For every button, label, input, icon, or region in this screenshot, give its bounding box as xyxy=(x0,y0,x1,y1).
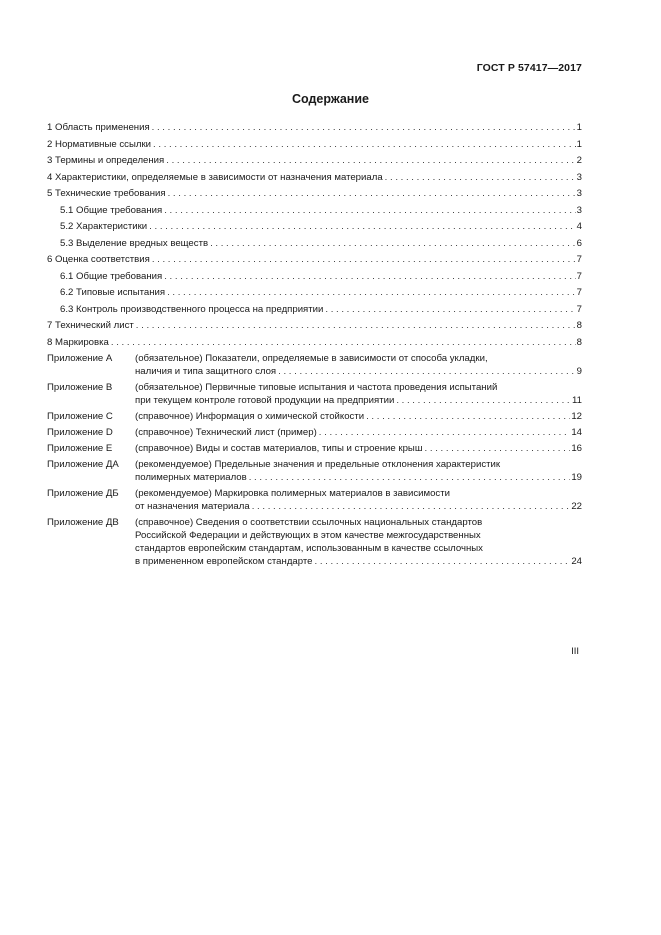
toc-entry-line xyxy=(47,252,582,269)
appendix-entry[interactable] xyxy=(47,487,582,513)
dot-leader xyxy=(249,471,571,484)
dot-leader xyxy=(425,442,571,455)
appendix-entry[interactable] xyxy=(47,410,582,423)
toc-entry-text: Выделение вредных веществ xyxy=(76,237,209,249)
appendix-title-line: (справочное) Сведения о соответствии ссылочных национальных стандартов xyxy=(135,517,483,528)
appendix-label: Приложение C xyxy=(47,411,113,422)
appendix-title-line: (обязательное) Первичные типовые испытания и частота проведения испытаний xyxy=(135,382,498,393)
appendix-page: 22 xyxy=(571,501,582,512)
toc-entry-line xyxy=(47,137,582,154)
appendix-title-line xyxy=(135,555,582,568)
toc-entry-title xyxy=(47,252,152,269)
toc-entry-text: Общие требования xyxy=(76,270,163,282)
toc-entry-number: 6 xyxy=(47,254,56,265)
dot-leader xyxy=(164,269,575,286)
dot-leader xyxy=(385,170,576,187)
toc-entry-title xyxy=(60,269,164,286)
toc-entry-page: 8 xyxy=(576,336,582,348)
appendix-title-line: стандартов европейским стандартам, использованным в качестве ссылочных xyxy=(135,543,483,554)
appendix-title xyxy=(135,458,582,484)
appendix-title-text: (справочное) Технический лист (пример) xyxy=(135,427,317,438)
dot-leader xyxy=(396,394,571,407)
toc-entry-line xyxy=(60,269,582,286)
toc-entry-page: 3 xyxy=(576,204,582,216)
appendix-entry[interactable] xyxy=(47,381,582,407)
toc-entry-page: 6 xyxy=(576,237,582,249)
appendix-label: Приложение A xyxy=(47,353,113,364)
toc-entry-page: 7 xyxy=(576,303,582,315)
dot-leader xyxy=(319,426,571,439)
appendix-entry[interactable] xyxy=(47,352,582,378)
toc-entry-line xyxy=(60,236,582,253)
toc-entry-number: 6.3 xyxy=(60,303,77,315)
toc-entry-line xyxy=(47,170,582,187)
appendix-label: Приложение E xyxy=(47,443,113,454)
toc-entry-text: Общие требования xyxy=(76,204,163,216)
toc-entry-line xyxy=(60,302,582,319)
dot-leader xyxy=(168,186,576,203)
appendix-title-line xyxy=(135,426,582,439)
appendix-title-line: Российской Федерации и действующих в этом качестве межгосударственных xyxy=(135,530,481,541)
appendix-label: Приложение B xyxy=(47,382,113,393)
toc-entry-title xyxy=(47,318,136,335)
dot-leader xyxy=(325,302,575,319)
toc-entry-number: 7 xyxy=(47,320,56,331)
appendix-entry[interactable] xyxy=(47,426,582,439)
appendix-page: 12 xyxy=(571,411,582,422)
toc-entry[interactable] xyxy=(47,186,582,203)
appendix-title-text: наличия и типа защитного слоя xyxy=(135,366,277,377)
toc-entry-page: 3 xyxy=(576,188,582,199)
appendix-title-text: (справочное) Информация о химической стойкости xyxy=(135,411,365,422)
toc-entry-line xyxy=(47,335,582,352)
appendix-title xyxy=(135,381,582,407)
appendix-title-line xyxy=(135,500,582,513)
toc-entry-line xyxy=(47,120,582,137)
appendix-title-text: при текущем контроле готовой продукции на предприятии xyxy=(135,395,395,406)
dot-leader xyxy=(152,120,576,137)
appendix-page: 9 xyxy=(576,366,582,377)
toc-entry-title xyxy=(60,236,210,253)
appendix-title-text: полимерных материалов xyxy=(135,472,247,483)
page-number: III xyxy=(571,646,579,657)
toc-entry-number: 5.3 xyxy=(60,237,77,249)
appendix-title-line xyxy=(135,471,582,484)
appendix-page: 19 xyxy=(571,472,582,483)
appendix-title xyxy=(135,516,582,568)
toc-entry-title xyxy=(60,219,149,236)
toc-entry-page: 7 xyxy=(576,254,582,265)
toc-entry-title xyxy=(60,285,167,302)
appendix-title xyxy=(135,410,582,423)
toc-entry[interactable] xyxy=(47,285,582,302)
toc-entry-title xyxy=(47,137,153,154)
appendix-entry[interactable] xyxy=(47,442,582,455)
appendix-label: Приложение ДБ xyxy=(47,488,119,499)
toc-entry-page: 1 xyxy=(576,138,582,150)
toc-entry-page: 7 xyxy=(576,287,582,298)
toc-entry-line xyxy=(60,285,582,302)
appendix-title xyxy=(135,352,582,378)
dot-leader xyxy=(164,203,575,220)
toc-entry[interactable] xyxy=(47,335,582,352)
toc-entry-number: 5 xyxy=(47,188,56,199)
appendix-label: Приложение ДА xyxy=(47,459,119,470)
toc-entry[interactable] xyxy=(47,252,582,269)
appendix-title-line xyxy=(135,442,582,455)
toc-entry[interactable] xyxy=(47,137,582,154)
toc-entry-line xyxy=(47,318,582,335)
toc-entry[interactable] xyxy=(47,302,582,319)
toc-entry[interactable] xyxy=(47,318,582,335)
toc-entry-title xyxy=(47,170,385,187)
dot-leader xyxy=(278,365,576,378)
dot-leader xyxy=(366,410,570,423)
toc-entry-number: 2 xyxy=(47,138,56,150)
toc-entry-text: Маркировка xyxy=(55,336,109,348)
toc-entry-line xyxy=(47,186,582,203)
toc-entry-line xyxy=(47,153,582,170)
dot-leader xyxy=(152,252,576,269)
toc-entry-number: 8 xyxy=(47,336,56,348)
toc-entry-text: Характеристики xyxy=(76,221,148,232)
toc-entry-title xyxy=(47,186,168,203)
toc-entry-text: Характеристики, определяемые в зависимости от назначения материала xyxy=(55,171,383,183)
toc-entry-line xyxy=(60,203,582,220)
toc-entry-number: 6.2 xyxy=(60,287,77,298)
toc-entry-title xyxy=(60,302,325,319)
appendix-title-text: (справочное) Виды и состав материалов, типы и строение крыш xyxy=(135,443,423,454)
toc-entry-title xyxy=(47,120,152,137)
dot-leader xyxy=(166,153,575,170)
toc-entry-title xyxy=(60,203,164,220)
appendix-page: 24 xyxy=(571,556,582,567)
toc-entry-number: 5.2 xyxy=(60,221,77,232)
toc-entry-title xyxy=(47,335,111,352)
toc-entry[interactable] xyxy=(47,236,582,253)
appendix-title xyxy=(135,442,582,455)
appendix-title-text: в примененном европейском стандарте xyxy=(135,556,313,567)
appendix-label: Приложение D xyxy=(47,427,113,438)
toc-entry-page: 1 xyxy=(576,122,582,133)
table-of-contents xyxy=(47,120,582,571)
toc-entry-number: 6.1 xyxy=(60,270,77,282)
toc-entry-text: Область применения xyxy=(55,122,150,133)
toc-entry-text: Типовые испытания xyxy=(76,287,166,298)
appendix-title-line xyxy=(135,410,582,423)
toc-entry-text: Контроль производственного процесса на предприятии xyxy=(76,303,324,315)
toc-entry-text: Термины и определения xyxy=(55,155,165,166)
toc-entry-number: 4 xyxy=(47,171,56,183)
toc-entry-page: 7 xyxy=(576,270,582,282)
appendix-title-line: (рекомендуемое) Предельные значения и предельные отклонения характеристик xyxy=(135,459,501,470)
toc-entry[interactable] xyxy=(47,153,582,170)
toc-entry[interactable] xyxy=(47,269,582,286)
appendix-title-line xyxy=(135,365,582,378)
toc-entry-page: 8 xyxy=(576,320,582,331)
appendix-page: 14 xyxy=(571,427,582,438)
appendix-title-line: (обязательное) Показатели, определяемые в зависимости от способа укладки, xyxy=(135,353,488,364)
appendix-title-text: от назначения материала xyxy=(135,501,250,512)
appendix-title xyxy=(135,426,582,439)
toc-entry-page: 3 xyxy=(576,171,582,183)
toc-entry-page: 4 xyxy=(576,221,582,232)
appendix-entry[interactable] xyxy=(47,516,582,568)
toc-entry-number: 3 xyxy=(47,155,56,166)
toc-entry[interactable] xyxy=(47,170,582,187)
toc-entry-text: Технические требования xyxy=(55,188,166,199)
toc-entry-text: Оценка соответствия xyxy=(55,254,150,265)
toc-entry[interactable] xyxy=(47,219,582,236)
toc-entry[interactable] xyxy=(47,120,582,137)
dot-leader xyxy=(111,335,576,352)
toc-entry-text: Технический лист xyxy=(55,320,134,331)
toc-entry-page: 2 xyxy=(576,155,582,166)
dot-leader xyxy=(315,555,571,568)
dot-leader xyxy=(252,500,571,513)
toc-entry-number: 5.1 xyxy=(60,204,77,216)
document-standard-code: ГОСТ Р 57417—2017 xyxy=(476,62,582,74)
appendix-entry[interactable] xyxy=(47,458,582,484)
appendix-title-line xyxy=(135,394,582,407)
dot-leader xyxy=(153,137,576,154)
appendix-page: 16 xyxy=(571,443,582,454)
appendix-label: Приложение ДВ xyxy=(47,517,119,528)
dot-leader xyxy=(149,219,576,236)
dot-leader xyxy=(136,318,576,335)
dot-leader xyxy=(210,236,576,253)
appendix-title xyxy=(135,487,582,513)
page-title: Содержание xyxy=(291,92,369,106)
toc-entry-line xyxy=(60,219,582,236)
toc-entry-number: 1 xyxy=(47,122,56,133)
toc-entry[interactable] xyxy=(47,203,582,220)
dot-leader xyxy=(167,285,576,302)
toc-entry-title xyxy=(47,153,166,170)
appendix-title-line: (рекомендуемое) Маркировка полимерных материалов в зависимости xyxy=(135,488,450,499)
appendix-page: 11 xyxy=(572,395,582,406)
toc-entry-text: Нормативные ссылки xyxy=(55,138,152,150)
